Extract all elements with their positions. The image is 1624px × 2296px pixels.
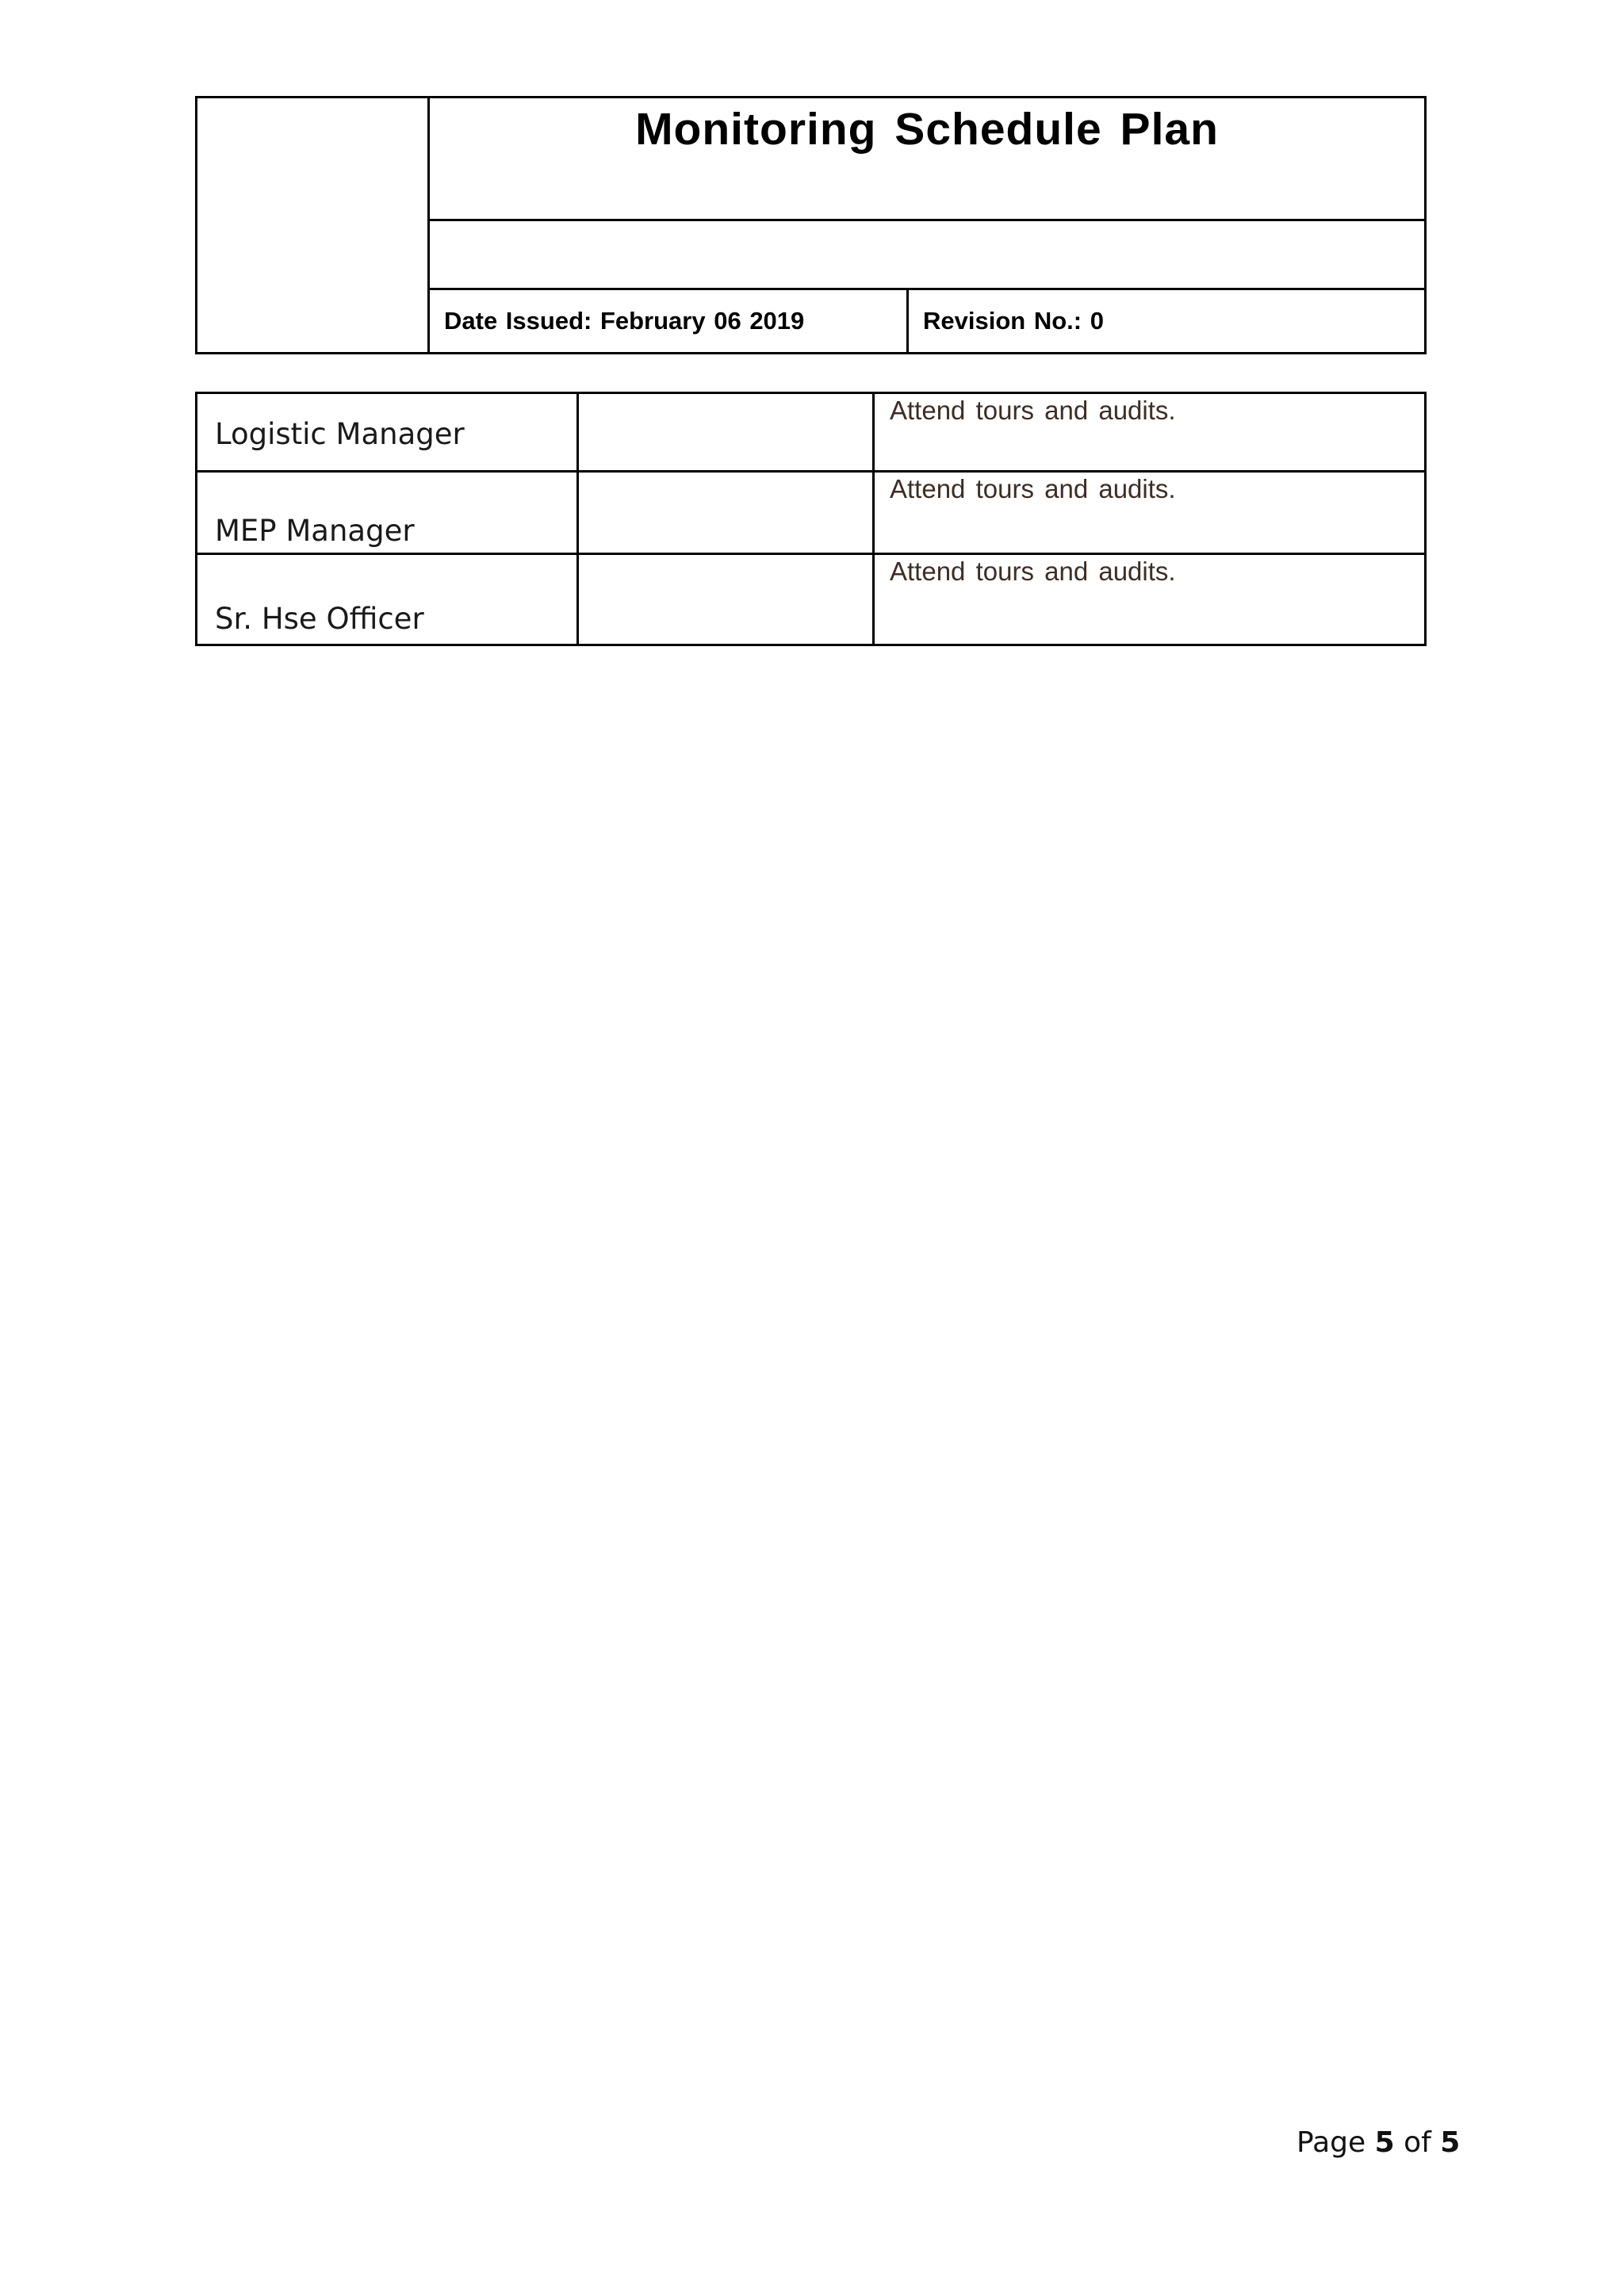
page-current: 5 [1374,2126,1395,2159]
role-empty-cell [579,473,875,553]
revision-cell [909,290,1424,352]
page-number [1297,2126,1460,2159]
page-word: Page [1297,2126,1366,2159]
role-name: MEP Manager [197,473,579,553]
title-cell [430,98,1424,221]
role-empty-cell [579,555,875,644]
revision-number: Revision No.: 0 [923,307,1104,335]
of-word: of [1404,2126,1431,2159]
role-duty: Attend tours and audits. [890,557,1176,586]
page-total: 5 [1440,2126,1461,2159]
role-name: Sr. Hse Officer [197,555,579,644]
role-duty: Attend tours and audits. [890,396,1176,425]
date-issued-cell [430,290,909,352]
document-header-table [195,96,1427,354]
logo-cell [197,98,430,352]
role-name: Logistic Manager [197,394,579,470]
table-row [197,473,1424,555]
document-title: Monitoring Schedule Plan [635,104,1219,155]
role-empty-cell [579,394,875,470]
role-duty: Attend tours and audits. [890,474,1176,503]
roles-table [195,392,1427,646]
date-issued: Date Issued: February 06 2019 [444,307,805,335]
table-row [197,555,1424,644]
table-row [197,394,1424,473]
subtitle-cell [430,221,1424,290]
